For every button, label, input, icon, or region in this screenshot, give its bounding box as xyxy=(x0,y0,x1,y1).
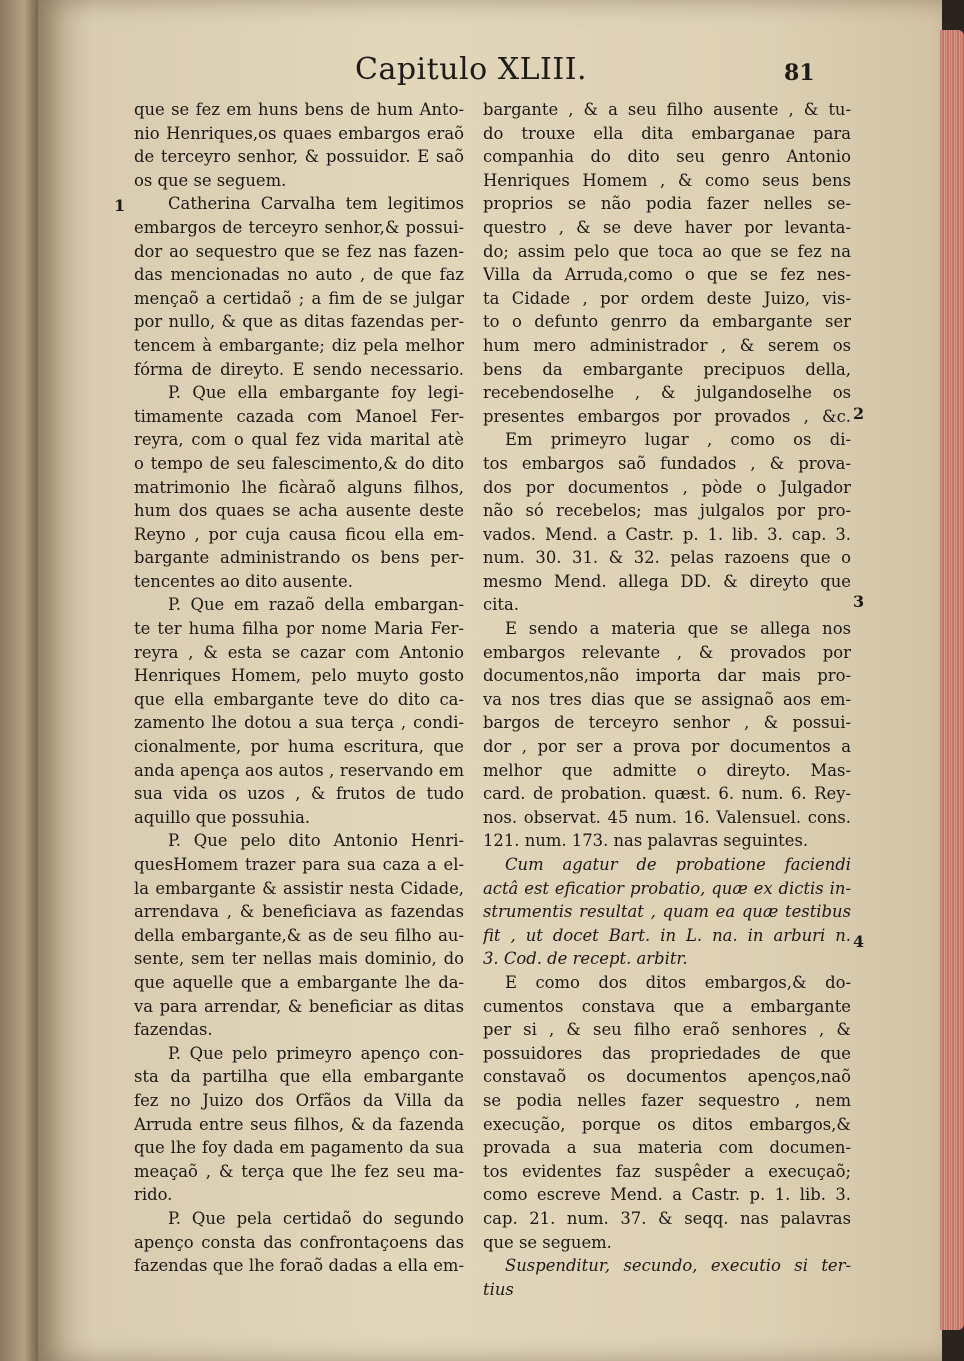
text-line: Arruda entre seus filhos, & da fazenda xyxy=(134,1114,464,1134)
text-line: fit , ut docet Bart. in L. na. in arburi n. xyxy=(483,925,851,945)
text-line: reyra, com o qual fez vida marital atè xyxy=(134,430,464,450)
text-line: P. Que ella embargante foy legi- xyxy=(168,383,464,403)
text-line: possuidores das propriedades de que xyxy=(483,1043,851,1063)
text-line: arrendava , & beneficiava as fazendas xyxy=(134,902,464,922)
text-line: que ella embargante teve do dito ca- xyxy=(134,689,464,709)
text-line: 121. num. 173. nas palavras seguintes. xyxy=(483,831,809,851)
text-line: dos por documentos , pòde o Julgador xyxy=(483,477,851,497)
text-line: tos embargos saõ fundados , & prova- xyxy=(483,453,851,473)
text-line: va para arrendar, & beneficiar as ditas xyxy=(134,996,464,1016)
text-line: sua vida os uzos , & frutos de tudo xyxy=(134,784,464,804)
margin-number: 1 xyxy=(114,196,126,215)
text-line: o tempo de seu falescimento,& do dito xyxy=(134,453,464,473)
text-line: P. Que pela certidaõ do segundo xyxy=(168,1208,464,1228)
text-line: per si , & seu filho eraõ senhores , & xyxy=(483,1020,851,1040)
page-header xyxy=(38,52,942,96)
text-line: como escreve Mend. a Castr. p. 1. lib. 3. xyxy=(483,1185,851,1205)
text-line: sta da partilha que ella embargante xyxy=(134,1067,464,1087)
text-line: rido. xyxy=(134,1185,173,1205)
text-line: do trouxe ella dita embarganae para xyxy=(483,123,851,143)
text-line: Villa da Arruda,como o que se fez nes- xyxy=(483,265,851,285)
text-line: cionalmente, por huma escritura, que xyxy=(134,737,464,757)
text-line: Reyno , por cuja causa ficou ella em- xyxy=(134,524,464,544)
catchword: tius xyxy=(483,1279,514,1299)
text-line: fez no Juizo dos Orfãos da Villa da xyxy=(134,1090,464,1110)
text-line: Cum agatur de probatione faciendi xyxy=(505,855,851,874)
text-line: nio Henriques,os quaes embargos eraõ xyxy=(134,123,464,143)
text-line: Suspenditur, secundo, executio si ter- xyxy=(505,1256,851,1276)
text-line: P. Que pelo dito Antonio Henri- xyxy=(168,831,464,851)
text-line: constavaõ os documentos apenços,naõ xyxy=(483,1067,851,1087)
text-line: melhor que admitte o direyto. Mas- xyxy=(483,760,851,780)
text-line: dor , por ser a prova por documentos a xyxy=(483,737,851,757)
text-line: tencentes ao dito ausente. xyxy=(134,571,353,591)
text-line: E como dos ditos embargos,& do- xyxy=(505,972,851,992)
text-line: dor ao sequestro que se fez nas fazen- xyxy=(134,241,464,261)
text-line: tos evidentes faz suspêder a execuçaõ; xyxy=(483,1161,851,1181)
text-line: va nos tres dias que se assignaõ aos em- xyxy=(483,689,851,709)
text-line: não só recebelos; mas julgalos por pro- xyxy=(483,501,851,521)
text-line: P. Que pelo primeyro apenço con- xyxy=(168,1043,464,1063)
text-line: P. Que em razaõ della embargan- xyxy=(168,595,464,615)
text-line: E sendo a materia que se allega nos xyxy=(505,619,851,639)
left-text-column xyxy=(134,98,464,1278)
text-line: bargos de terceyro senhor , & possui- xyxy=(483,713,851,733)
text-line: fazendas que lhe foraõ dadas a ella em- xyxy=(134,1256,464,1276)
text-line: tencem à embargante; diz pela melhor xyxy=(134,335,464,355)
text-line: do; assim pelo que toca ao que se fez na xyxy=(483,241,851,261)
text-line: aquillo que possuhia. xyxy=(134,807,311,827)
text-line: card. de probation. quæst. 6. num. 6. Rey- xyxy=(483,784,851,804)
text-line: que se seguem. xyxy=(483,1232,612,1252)
margin-number: 4 xyxy=(853,932,865,951)
text-line: to o defunto genrro da embargante ser xyxy=(483,312,851,332)
text-line: sente, sem ter nellas mais dominio, do xyxy=(134,949,464,969)
text-line: Henriques Homem, pelo muyto gosto xyxy=(134,666,464,686)
text-line: hum dos quaes se acha ausente deste xyxy=(134,501,464,521)
text-line: ta Cidade , por ordem deste Juizo, vis- xyxy=(483,288,851,308)
margin-number: 3 xyxy=(853,592,865,611)
text-line: documentos,não importa dar mais pro- xyxy=(483,666,851,686)
text-line: fazendas. xyxy=(134,1020,213,1040)
book-page xyxy=(38,0,942,1361)
text-line: bens da embargante precipuos della, xyxy=(483,359,851,379)
text-line: que se fez em huns bens de hum Anto- xyxy=(134,100,464,119)
text-line: Henriques Homem , & como seus bens xyxy=(483,170,851,190)
text-line: actâ est eficatior probatio, quæ ex dictis in- xyxy=(483,878,851,898)
text-line: strumentis resultat , quam ea quæ testibus xyxy=(483,902,851,922)
text-line: cumentos constava que a embargante xyxy=(483,996,851,1016)
text-line: recebendoselhe , & julgandoselhe os xyxy=(483,383,851,403)
text-line: quesHomem trazer para sua caza a el- xyxy=(134,855,464,874)
text-line: questro , & se deve haver por levanta- xyxy=(483,217,851,237)
margin-number: 2 xyxy=(853,404,865,423)
text-line: vados. Mend. a Castr. p. 1. lib. 3. cap. 3. xyxy=(483,524,851,544)
text-line: cita. xyxy=(483,595,519,615)
text-line: apenço consta das confrontaçoens das xyxy=(134,1232,464,1252)
text-line: provada a sua materia com documen- xyxy=(483,1138,851,1158)
page-number: 81 xyxy=(784,60,815,86)
text-line: te ter huma filha por nome Maria Fer- xyxy=(134,619,464,639)
text-line: se podia nelles fazer sequestro , nem xyxy=(483,1090,851,1110)
page-block-edge xyxy=(940,30,964,1330)
text-line: cap. 21. num. 37. & seqq. nas palavras xyxy=(483,1208,851,1228)
text-line: hum mero administrador , & serem os xyxy=(483,335,851,355)
text-line: matrimonio lhe ficàraõ alguns filhos, xyxy=(134,477,464,497)
text-line: Catherina Carvalha tem legitimos xyxy=(168,194,464,214)
text-line: proprios se não podia fazer nelles se- xyxy=(483,194,851,214)
text-line: fórma de direyto. E sendo necessario. xyxy=(134,359,464,379)
text-line: que aquelle que a embargante lhe da- xyxy=(134,972,464,992)
text-line: execução, porque os ditos embargos,& xyxy=(483,1114,851,1134)
text-line: que lhe foy dada em pagamento da sua xyxy=(134,1138,464,1158)
facing-page-edge xyxy=(0,0,40,1361)
text-line: por nullo, & que as ditas fazendas per- xyxy=(134,312,464,332)
text-line: meaçaõ , & terça que lhe fez seu ma- xyxy=(134,1161,464,1181)
text-line: presentes embargos por provados , &c. xyxy=(483,406,851,426)
text-line: zamento lhe dotou a sua terça , condi- xyxy=(134,713,464,733)
text-line: de terceyro senhor, & possuidor. E saõ xyxy=(134,147,464,167)
text-line: Em primeyro lugar , como os di- xyxy=(505,430,851,450)
running-title: Capitulo XLIII. xyxy=(355,52,588,87)
text-line: mençaõ a certidaõ ; a fim de se julgar xyxy=(134,288,464,308)
right-text-column xyxy=(483,98,851,1301)
text-line: os que se seguem. xyxy=(134,170,287,190)
text-line: companhia do dito seu genro Antonio xyxy=(483,147,851,167)
text-line: reyra , & esta se cazar com Antonio xyxy=(134,642,464,662)
text-line: mesmo Mend. allega DD. & direyto que xyxy=(483,571,851,591)
text-line: la embargante & assistir nesta Cidade, xyxy=(134,878,464,898)
text-line: embargos de terceyro senhor,& possui- xyxy=(134,217,464,237)
text-line: das mencionadas no auto , de que faz xyxy=(134,265,464,285)
text-line: anda apença aos autos , reservando em xyxy=(134,760,464,780)
text-line: bargante , & a seu filho ausente , & tu- xyxy=(483,100,851,119)
text-line: num. 30. 31. & 32. pelas razoens que o xyxy=(483,548,851,568)
text-line: bargante administrando os bens per- xyxy=(134,548,464,568)
text-line: timamente cazada com Manoel Fer- xyxy=(134,406,464,426)
text-line: 3. Cod. de recept. arbitr. xyxy=(483,949,688,969)
text-line: nos. observat. 45 num. 16. Valensuel. cons. xyxy=(483,807,851,827)
text-line: embargos relevante , & provados por xyxy=(483,642,851,662)
text-line: della embargante,& as de seu filho au- xyxy=(134,925,464,945)
